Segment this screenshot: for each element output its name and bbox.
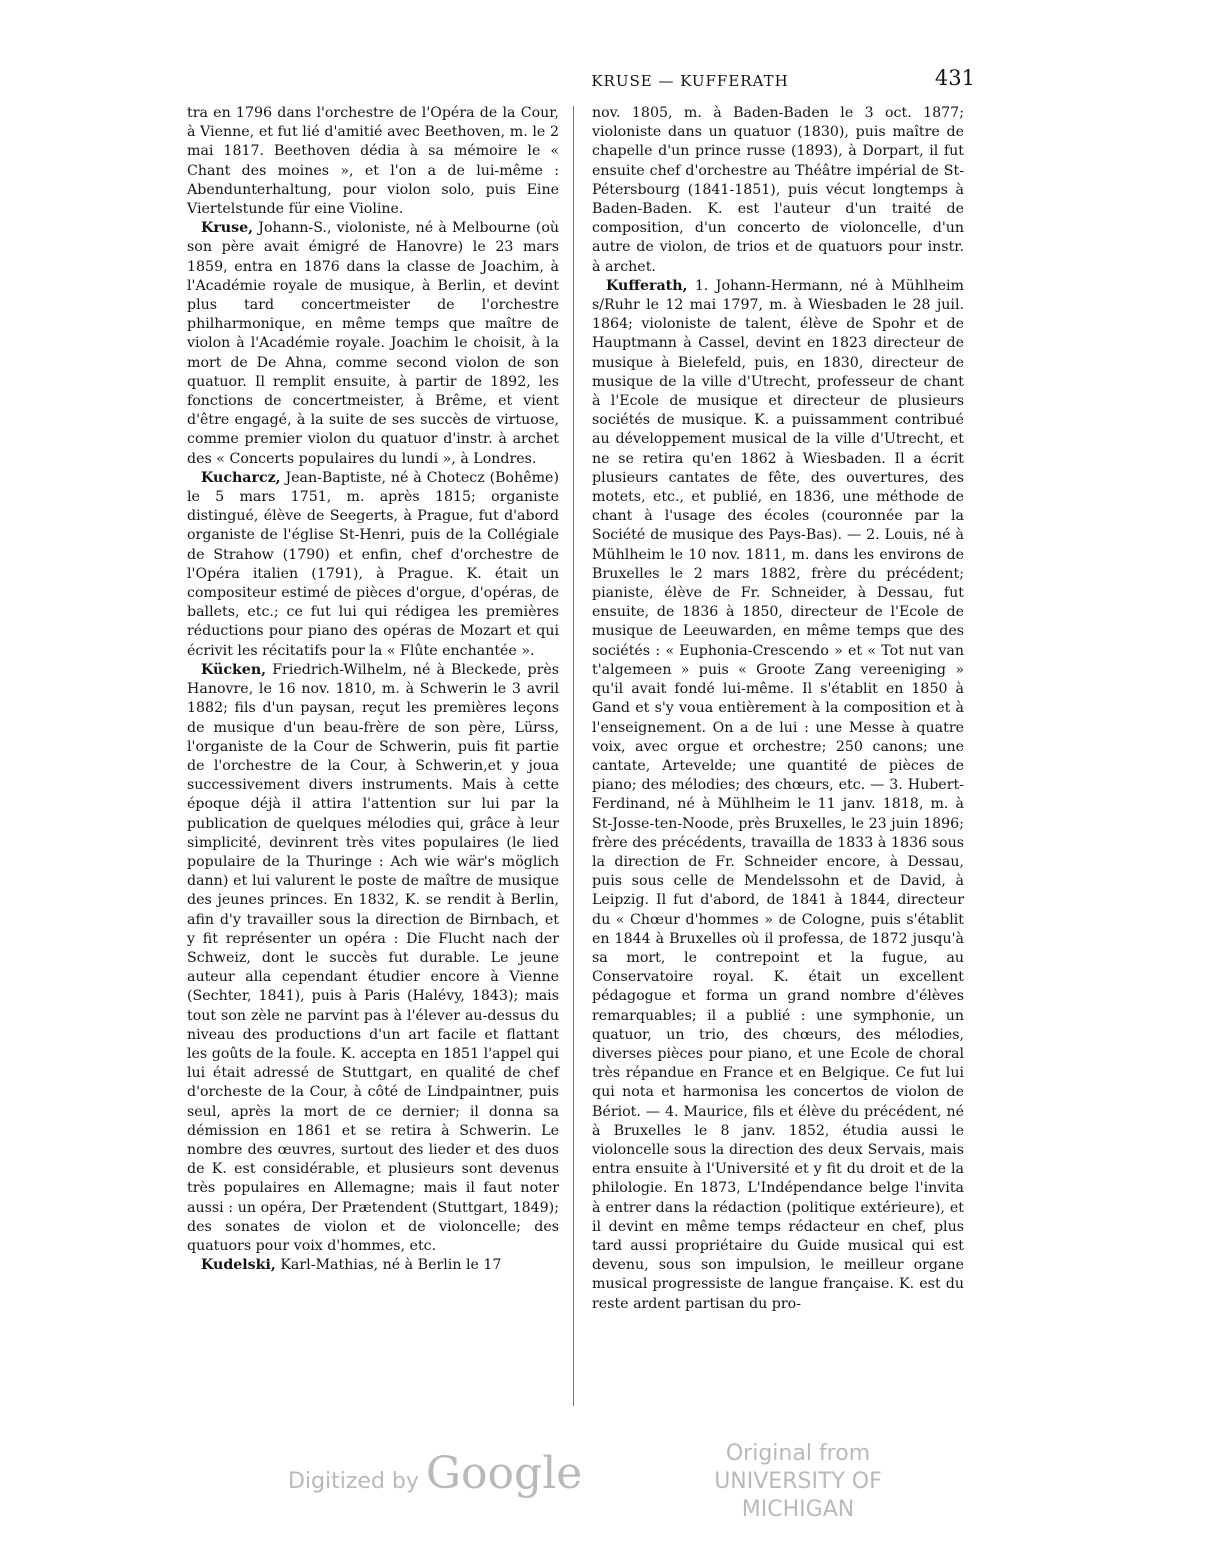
entry-kruse-body: Johann-S., violoniste, né à Melbourne (où son père avait émigré de Hanovre) le 23 mars 1859, entra en 1876 dans la classe de Joachim, à l'Académie royale de musique, à Berlin, et devint plus tard concertmeister de l'orchestre philharmonique, en même temps que maître de violon à l'Académie royale. Joachim le choisit, à la mort de De Ahna, comme second violon de son quatuor. Il remplit ensuite, à partir de 1892, les fonctions de concertmeister, à Brême, et vient d'être engagé, à la suite de ses succès de virtuose, comme premier violon du quatuor d'instr. à archet des « Concerts populaires du lundi », à Londres. [187, 220, 559, 467]
entry-kudelski-body: Karl-Mathias, né à Berlin le 17 [275, 1257, 502, 1274]
headword-kucharcz: Kucharcz, [201, 469, 281, 486]
entry-kucharcz [187, 469, 559, 661]
digitized-by-watermark [288, 1448, 582, 1499]
original-from-label: Original from [725, 1441, 871, 1466]
running-title: KRUSE — KUFFERATH [591, 72, 789, 90]
entry-kudelski [187, 1256, 559, 1275]
university-label: UNIVERSITY OF MICHIGAN [714, 1469, 882, 1522]
digitized-label: Digitized by [288, 1469, 419, 1494]
entry-kruse [187, 219, 559, 469]
entry-kufferath [592, 277, 964, 1314]
headword-kudelski: Kudelski, [201, 1257, 276, 1274]
entry-kucharcz-body: Jean-Baptiste, né à Chotecz (Bohême) le 5 mars 1751, m. après 1815; organiste distingué, élève de Seegerts, à Prague, fut d'abord organiste de l'église St-Henri, puis de la Collégiale de Strahow (1790) et enfin, chef d'orchestre de l'Opéra italien (1791), à Prague. K. était un compositeur estimé de pièces d'orgue, d'opéras, de ballets, etc.; ce fut lui qui rédigea les premières réductions pour piano des opéras de Mozart et qui écrivit les récitatifs pour la « Flûte enchantée ». [187, 469, 559, 659]
headword-kucken: Kücken, [201, 661, 267, 678]
entry-kucken-body: Friedrich-Wilhelm, né à Bleckede, près Hanovre, le 16 nov. 1810, m. à Schwerin le 3 avril 1882; fils d'un paysan, reçut les premières leçons de musique d'un beau-frère de son père, Lürss, l'organiste de la Cour de Schwerin, puis fit partie de l'orchestre de la Cour, à Schwerin,et y joua successivement divers instruments. Mais à cette époque déjà il attira l'attention sur lui par la publication de quelques mélodies qui, grâce à leur simplicité, devinrent très vites populaires (le lied populaire de la Thuringe : Ach wie wär's möglich dann) et lui valurent le poste de maître de musique des jeunes princes. En 1832, K. se rendit à Berlin, afin d'y travailler sous la direction de Birnbach, et y fit représenter un opéra : Die Flucht nach der Schweiz, dont le succès fut durable. Le jeune auteur alla cependant étudier encore à Vienne (Sechter, 1841), puis à Paris (Halévy, 1843); mais tout son zèle ne parvint pas à l'élever au-dessus du niveau des productions d'un art facile et flattant les goûts de la foule. K. accepta en 1851 l'appel qui lui était adressé de Stuttgart, en qualité de chef d'orcheste de la Cour, à côté de Lindpaintner, puis seul, après la mort de ce dernier; il donna sa démission en 1861 et se retira à Schwerin. Le nombre des œuvres, surtout des lieder et des duos de K. est considérable, et plusieurs sont devenus très populaires en Allemagne; mais il faut noter aussi : un opéra, Der Prætendent (Stuttgart, 1849); des sonates de violon et de violoncelle; des quatuors pour voix d'hommes, etc. [187, 661, 559, 1254]
entry-kufferath-body: 1. Johann-Hermann, né à Mühlheim s/Ruhr le 12 mai 1797, m. à Wiesbaden le 28 juil. 1864; violoniste de talent, élève de Spohr et de Hauptmann à Cassel, devint en 1823 directeur de musique à Bielefeld, puis, en 1830, directeur de musique de la ville d'Utrecht, professeur de chant à l'Ecole de musique et directeur de plusieurs sociétés de musique. K. a puissamment contribué au développement musical de la ville d'Utrecht, et ne se retira qu'en 1862 à Wiesbaden. Il a écrit plusieurs cantates de fête, des ouvertures, des motets, etc., et publié, en 1836, une méthode de chant à l'usage des écoles (couronnée par la Société de musique des Pays-Bas). — 2. Louis, né à Mühlheim le 10 nov. 1811, m. dans les environs de Bruxelles le 2 mars 1882, frère du précédent; pianiste, élève de Fr. Schneider, à Dessau, fut ensuite, de 1836 à 1850, directeur de l'Ecole de musique de Leeuwarden, en même temps que des sociétés : « Euphonia-Crescendo » et « Tot nut van t'algemeen » puis « Groote Zang vereeniging » qu'il avait fondé lui-même. Il s'établit en 1850 à Gand et s'y voua entièrement à la composition et à l'enseignement. On a de lui : une Messe à quatre voix, avec orgue et orchestre; 250 canons; une cantate, Artevelde; une quantité de pièces de piano; des mélodies; des chœurs, etc. — 3. Hubert-Ferdinand, né à Mühlheim le 11 janv. 1818, m. à St-Josse-ten-Noode, près Bruxelles, le 23 juin 1896; frère des précédents, travailla de 1833 à 1836 sous la direction de Fr. Schneider encore, à Dessau, puis sous celle de Mendelssohn et de David, à Leipzig. Il fut d'abord, de 1841 à 1844, directeur du « Chœur d'hommes » de Cologne, puis s'établit en 1844 à Bruxelles où il professa, de 1872 jusqu'à sa mort, le contrepoint et la fugue, au Conservatoire royal. K. était un excellent pédagogue et forma un grand nombre d'élèves remarquables; il a publié : une symphonie, un quatuor, un trio, des chœurs, des mélodies, diverses pièces pour piano, et une Ecole de choral très répandue en France et en Belgique. Ce fut lui qui nota et harmonisa les concertos de violon de Bériot. — 4. Maurice, fils et élève du précédent, né à Bruxelles le 8 janv. 1852, étudia aussi le violoncelle sous la direction des deux Servais, mais entra ensuite à l'Université et y fit du droit et de la philologie. En 1873, L'Indépendance belge l'invita à entrer dans la rédaction (politique extérieure), et il devint en même temps rédacteur en chef, plus tard aussi propriétaire du Guide musical qui est devenu, sous son impulsion, le meilleur organe musical progressiste de langue française. K. est du reste ardent partisan du pro- [592, 277, 964, 1312]
column-divider [573, 106, 574, 1406]
left-column [187, 104, 559, 1275]
page-number: 431 [934, 66, 975, 90]
right-column [592, 104, 964, 1314]
paragraph-continuation: tra en 1796 dans l'orchestre de l'Opéra de la Cour, à Vienne, et fut lié d'amitié avec Beethoven, m. le 2 mai 1817. Beethoven dédia à sa mémoire le « Chant des moines », et l'on a de lui-même : Abendunterhaltung, pour violon solo, puis Eine Viertelstunde für eine Violine. [187, 105, 559, 218]
entry-kucken [187, 661, 559, 1256]
headword-kruse: Kruse, [201, 220, 254, 237]
headword-kufferath: Kufferath, [606, 277, 688, 294]
google-wordmark: Google [425, 1448, 583, 1499]
original-from-notice [668, 1440, 928, 1524]
paragraph-continuation-right: nov. 1805, m. à Baden-Baden le 3 oct. 1877; violoniste dans un quatuor (1830), puis maître de chapelle d'un prince russe (1893), à Dorpart, il fut ensuite chef d'orchestre au Théâtre impérial de St-Pétersbourg (1841-1851), puis vécut longtemps à Baden-Baden. K. est l'auteur d'un traité de composition, d'un concerto de violoncelle, d'un autre de violon, de trios et de quatuors pour instr. à archet. [592, 105, 964, 275]
